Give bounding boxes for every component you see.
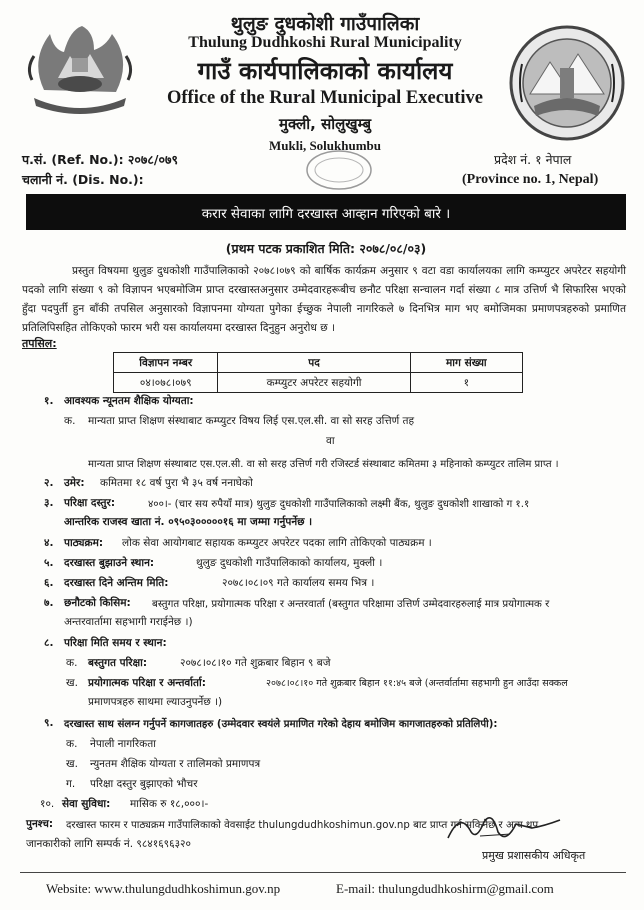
item-number: १. — [44, 395, 54, 407]
place-english: Mukli, Solukhumbu — [268, 138, 381, 153]
footer-divider — [20, 872, 626, 873]
coat-of-arms-emblem — [24, 20, 136, 120]
postscript-title: पुनश्च: — [26, 818, 54, 830]
item-title: परिक्षा मिति समय र स्थान: — [64, 637, 167, 649]
municipality-name-nepali: थुलुङ दुधकोशी गाउँपालिका — [230, 13, 420, 35]
sub-label: क. — [64, 415, 76, 427]
item-title: दरखास्त दिने अन्तिम मिति: — [64, 577, 169, 589]
item-number: २. — [44, 477, 54, 489]
signatory-designation: प्रमुख प्रशासकीय अधिकृत — [482, 849, 586, 862]
item-number: ८. — [44, 637, 54, 649]
item-text: न्युनतम शैक्षिक योग्यता र तालिमको प्रमाणपत्र — [90, 758, 261, 770]
item-title: परिक्षा दस्तुर: — [64, 497, 116, 509]
item-number: ७. — [44, 597, 54, 609]
item-number: ४. — [44, 537, 54, 549]
item-text: लोक सेवा आयोगबाट सहायक कम्प्युटर अपरेटर पदका लागि तोकिएको पाठ्यक्रम । — [122, 537, 432, 549]
intro-paragraph: प्रस्तुत विषयमा थुलुङ दुधकोशी गाउँपालिकाको २०७८।०७९ को बार्षिक कार्यक्रम अनुसार ९ वटा वडा कार्यालयका लागि कम्प्युटर अपरेटर सहयोगी पदको लागि संख्या ९ को विज्ञापन भएबमोजिम प्राप्त दरखास्तअनुसार उम्मेदवारहरूबीच छनौट परिक्षा सन्चालन गर्दा संख्या ८ मात्र उत्तिर्ण भै सिफारिस भएको हुँदा पदपुर्ती हुन बाँकी तपसिल अनुसारको विज्ञापनमा योग्यता पुगेका ईच्छुक नेपाली नागरिकले ७ दिनभित्र माग भए बमोजिमका प्रमाणपत्रहरुको प्रमाणित प्रतिलिपिसहित तोकिएको फारम भरी यस कार्यालयमा दरखास्त दिनुहुन अनुरोध छ । — [22, 265, 626, 334]
table-header-cell: विज्ञापन नम्बर — [114, 353, 218, 373]
table-header-cell: माग संख्या — [410, 353, 522, 373]
item-text: आन्तरिक राजस्व खाता नं. ०९५०३०००००१६ मा जम्मा गर्नुपर्नेछ । — [64, 516, 313, 528]
published-date: (प्रथम पटक प्रकाशित मिति: २०७८/०८/०३) — [225, 241, 427, 256]
notice-title: करार सेवाका लागि दरखास्त आव्हान गरिएको बारे । — [201, 206, 451, 222]
item-number: ५. — [44, 557, 54, 569]
sub-label: ग. — [66, 778, 76, 790]
table-header-row — [114, 353, 523, 373]
sub-label: क. — [66, 738, 78, 750]
sub-label: ख. — [66, 758, 78, 770]
item-number: ३. — [44, 497, 54, 509]
footer-email: E-mail: thulungdudhkoshirm@gmail.com — [336, 881, 554, 896]
reference-number: प.सं. (Ref. No.): २०७८/०७९ — [22, 152, 178, 167]
vacancy-table — [113, 352, 523, 393]
municipality-name-english: Thulung Dudhkoshi Rural Municipality — [188, 34, 462, 51]
table-cell: ०४।०७८।०७९ — [114, 373, 218, 393]
item-text: नेपाली नागरिकता — [90, 738, 156, 750]
table-header-cell: पद — [218, 353, 410, 373]
postscript-text: दरखास्त फारम र पाठ्यक्रम गाउँपालिकाको वेवसाईट thulungdudhkoshimun.gov.np बाट प्राप्त गर्न सकिनेछ र अन्य थप — [66, 820, 539, 831]
item-title: छनौटको किसिम: — [64, 597, 131, 609]
item-title: पाठ्यक्रम: — [64, 537, 104, 549]
item-text: ४००।- (चार सय रुपैयाँ मात्र) थुलुङ दुधकोशी गाउँपालिकाको लक्ष्मी बैंक, थुलुङ दुधकोशी शाखाको ग १.१ — [148, 499, 530, 510]
item-title: बस्तुगत परिक्षा: — [88, 657, 148, 669]
dispatch-number: चलानी नं. (Dis. No.): — [22, 172, 144, 187]
item-title: प्रयोगात्मक परिक्षा र अन्तर्वार्ता: — [88, 677, 206, 689]
item-text: प्रमाणपत्रहरु साथमा ल्याउनुपर्नेछ ।) — [88, 696, 223, 708]
item-text: अन्तरवार्तामा सहभागी गराईनेछ ।) — [64, 616, 193, 628]
sub-label: क. — [66, 657, 78, 669]
tapsil-label: तपसिल: — [22, 337, 57, 350]
item-number: १०. — [40, 798, 55, 810]
table-cell: १ — [410, 373, 522, 393]
item-text: बस्तुगत परिक्षा, प्रयोगात्मक परिक्षा र अन्तरवार्ता (बस्तुगत परिक्षामा उत्तिर्ण उम्मेदवारहरुलाई मात्र प्रयोगात्मक र — [152, 599, 550, 610]
sub-label: ख. — [66, 677, 78, 689]
item-text: २०७८।०८।१० गते शुक्रबार बिहान ९ बजे — [180, 657, 331, 669]
item-title: सेवा सुविधा: — [62, 798, 111, 810]
place-nepali: मुक्ली, सोलुखुम्बु — [278, 115, 372, 133]
item-title: दरखास्त बुझाउने स्थान: — [64, 557, 155, 569]
item-number: ६. — [44, 577, 54, 589]
item-title: उमेर: — [64, 477, 85, 489]
item-title: आवश्यक न्यूनतम शैक्षिक योग्यता: — [64, 395, 194, 407]
item-text: २०७८।०८।१० गते शुक्रबार बिहान ११:४५ बजे (अन्तर्वार्तामा सहभागी हुन आउँदा सक्कल — [266, 678, 568, 689]
table-cell: कम्प्युटर अपरेटर सहयोगी — [218, 373, 410, 393]
office-stamp — [304, 148, 374, 192]
item-title: दरखास्त साथ संलग्न गर्नुपर्ने कागजातहरु (उम्मेदवार स्वयंले प्रमाणित गरेको देहाय बमोजिम कागजातहरुको प्रतिलिपी): — [64, 719, 498, 730]
province-english: (Province no. 1, Nepal) — [462, 172, 599, 187]
province-nepali: प्रदेश नं. १ नेपाल — [494, 152, 572, 167]
item-text: मान्यता प्राप्त शिक्षण संस्थाबाट एस.एल.सी. वा सो सरह उत्तिर्ण गरी रजिस्टर्ड संस्थाबाट कमितमा ३ महिनाको कम्प्युटर तालिम प्राप्त । — [88, 459, 559, 470]
signature-mark — [440, 808, 570, 848]
office-name-nepali: गाउँ कार्यपालिकाको कार्यालय — [197, 57, 453, 85]
item-text: मासिक रु १८,०००।- — [130, 798, 209, 810]
item-text: थुलुङ दुधकोशी गाउँपालिकाको कार्यालय, मुक्ली । — [196, 557, 383, 569]
office-name-english: Office of the Rural Municipal Executive — [167, 88, 483, 108]
item-text: परिक्षा दस्तुर बुझाएको भौचर — [90, 778, 198, 790]
table-row — [114, 373, 523, 393]
footer-website: Website: www.thulungdudhkoshimun.gov.np — [46, 881, 281, 896]
or-text: वा — [326, 435, 335, 447]
item-text: २०७८।०८।०९ गते कार्यालय समय भित्र । — [222, 577, 375, 589]
item-number: ९. — [44, 717, 54, 729]
item-text: मान्यता प्राप्त शिक्षण संस्थाबाट कम्प्युटर विषय लिई एस.एल.सी. वा सो सरह उत्तिर्ण तह — [88, 415, 415, 427]
item-text: कमितमा १८ वर्ष पुरा भै ३५ वर्ष ननाघेको — [100, 477, 253, 489]
postscript-text: जानकारीको लागि सम्पर्क नं. ९८४१६९६३२० — [26, 838, 191, 850]
municipality-logo — [508, 24, 626, 142]
